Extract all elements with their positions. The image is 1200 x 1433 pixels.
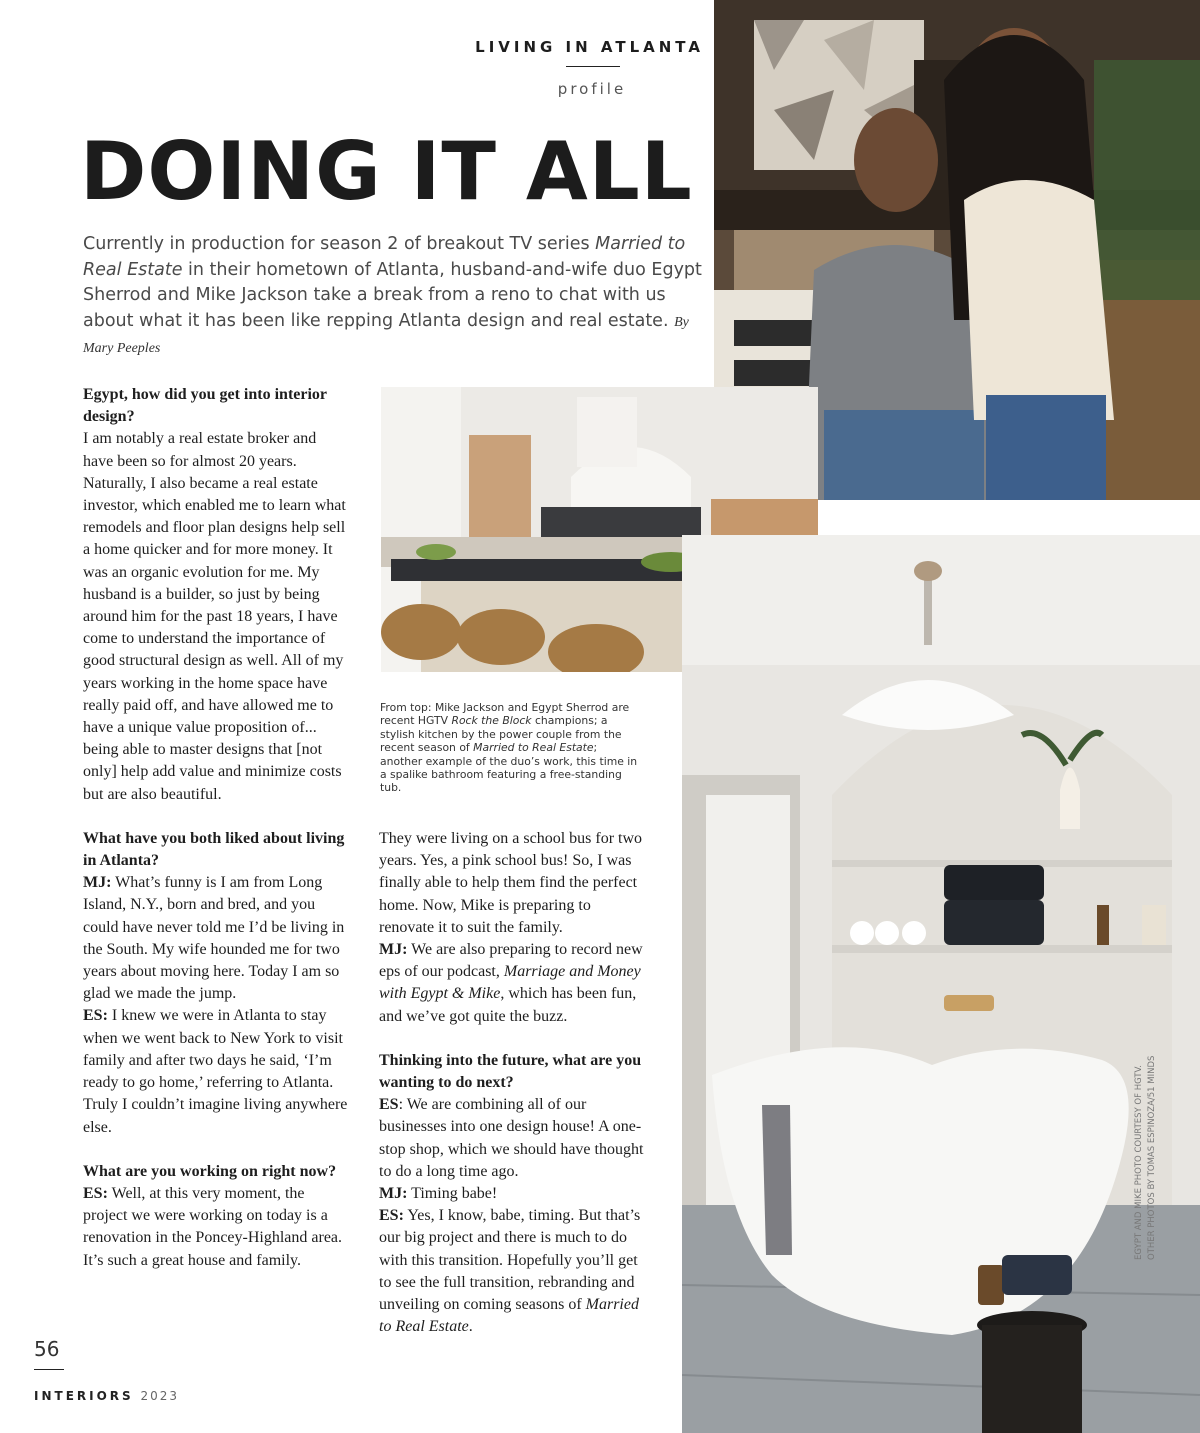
caption-text: ; another example of the duo’s work, this time in a spalike bathroom featuring a free-standing tub. [380, 741, 638, 795]
intro-deck [83, 232, 703, 362]
body-column-1 [83, 384, 349, 1272]
speaker-es: ES: [83, 1184, 108, 1202]
caption-show: Married to Real Estate [473, 741, 594, 755]
answer-text: Timing babe! [407, 1185, 498, 1203]
caption-text: From top: Mike Jackson and Egypt Sherrod are recent HGTV [380, 701, 630, 728]
answer-text: , which has been fun, and we’ve got quite the buzz. [379, 985, 637, 1025]
bathroom-photo [682, 535, 1200, 1433]
speaker-es: ES: [83, 1007, 108, 1025]
magazine-footer [34, 1389, 179, 1403]
magazine-name: INTERIORS [34, 1389, 134, 1403]
show-title: Married to Real Estate [379, 1296, 639, 1336]
kicker-rule [566, 66, 620, 67]
section-kicker: LIVING IN ATLANTA [475, 38, 704, 56]
answer-4-es [379, 1094, 645, 1183]
answer-podcast [379, 939, 645, 1028]
page-number: 56 [34, 1337, 60, 1361]
speaker-es: ES: [379, 1207, 404, 1225]
answer-4-es-2 [379, 1205, 645, 1338]
credit-line: OTHER PHOTOS BY TOMAS ESPINOZA/51 MINDS [1147, 1055, 1157, 1260]
answer-text: We are also preparing to record new eps of our podcast, [379, 941, 643, 981]
credit-line: EGYPT AND MIKE PHOTO COURTESY OF HGTV. [1134, 1064, 1144, 1260]
speaker-mj: MJ: [379, 1185, 408, 1203]
speaker-mj: MJ: [83, 874, 112, 892]
article-title: DOING IT ALL [80, 125, 693, 218]
folio-rule [34, 1369, 64, 1370]
podcast-title: Marriage and Money with Egypt & Mike [379, 963, 641, 1003]
speaker-es: ES [379, 1096, 399, 1114]
intro-text-2: in their hometown of Atlanta, husband-and-wife duo Egypt Sherrod and Mike Jackson take a break from a reno to chat with us about what it has been like repping Atlanta design and real estate. [83, 259, 702, 331]
question-1: Egypt, how did you get into interior design? [83, 386, 327, 426]
byline: By Mary Peeples [83, 314, 689, 356]
photo-credit [1133, 1040, 1165, 1260]
caption-text: champions; a stylish kitchen by the power couple from the recent season of [380, 714, 622, 755]
answer-1: I am notably a real estate broker and have been so for almost 20 years. Naturally, I also became a real estate investor, which enabled me to learn what remodels and floor plan designs help sell a home quicker and for more money. It was an organic evolution for me. My husband is a builder, so just by being around him for the past 18 years, I have come to understand the importance of good structural design as well. All of my years working in the home space have really paid off, and have allowed me to have a unique value proposition of... being able to master designs that [not only] help add value and minimize costs but are also beautiful. [83, 430, 346, 803]
answer-text: Yes, I know, babe, timing. But that’s our big project and there is much to do with this transition. Hopefully you’ll get to see the full transition, rebranding and unveiling on coming seasons of [379, 1207, 641, 1314]
answer-2-es [83, 1005, 349, 1138]
question-4: Thinking into the future, what are you wanting to do next? [379, 1051, 642, 1092]
question-2: What have you both liked about living in Atlanta? [83, 829, 345, 870]
answer-text: What’s funny is I am from Long Island, N.Y., born and bred, and you could have never told me I’d be living in the South. My wife hounded me for two years about moving here. Today I am so glad we made the jump. [83, 874, 345, 1003]
issue-year: 2023 [140, 1389, 180, 1403]
answer-text: I knew we were in Atlanta to stay when we went back to New York to visit family and after two days he said, ‘I’m ready to go home,’ referring to Atlanta. Truly I couldn’t imagine living anywhere else. [83, 1007, 348, 1136]
answer-3-es [83, 1183, 349, 1272]
body-column-2 [379, 828, 645, 1338]
section-subhead: profile [557, 80, 627, 98]
photo-caption [380, 701, 642, 795]
intro-show-title: Married to Real Estate [83, 234, 686, 280]
answer-2-mj [83, 872, 349, 1005]
paragraph-school-bus: They were living on a school bus for two years. Yes, a pink school bus! So, I was finally able to help them find the perfect home. Now, Mike is preparing to renovate it to suit the family. [379, 830, 643, 936]
speaker-mj: MJ: [379, 941, 408, 959]
answer-text: . [468, 1318, 473, 1336]
question-3: What are you working on right now? [83, 1162, 337, 1180]
caption-show: Rock the Block [451, 714, 532, 728]
answer-text: : We are combining all of our businesses into one design house! A one-stop shop, which we should have thought to do a long time ago. [379, 1096, 644, 1180]
answer-4-mj [379, 1183, 645, 1205]
answer-text: Well, at this very moment, the project we were working on today is a renovation in the Poncey-Highland area. It’s such a great house and family. [83, 1184, 343, 1269]
intro-text-1: Currently in production for season 2 of breakout TV series [83, 234, 596, 254]
